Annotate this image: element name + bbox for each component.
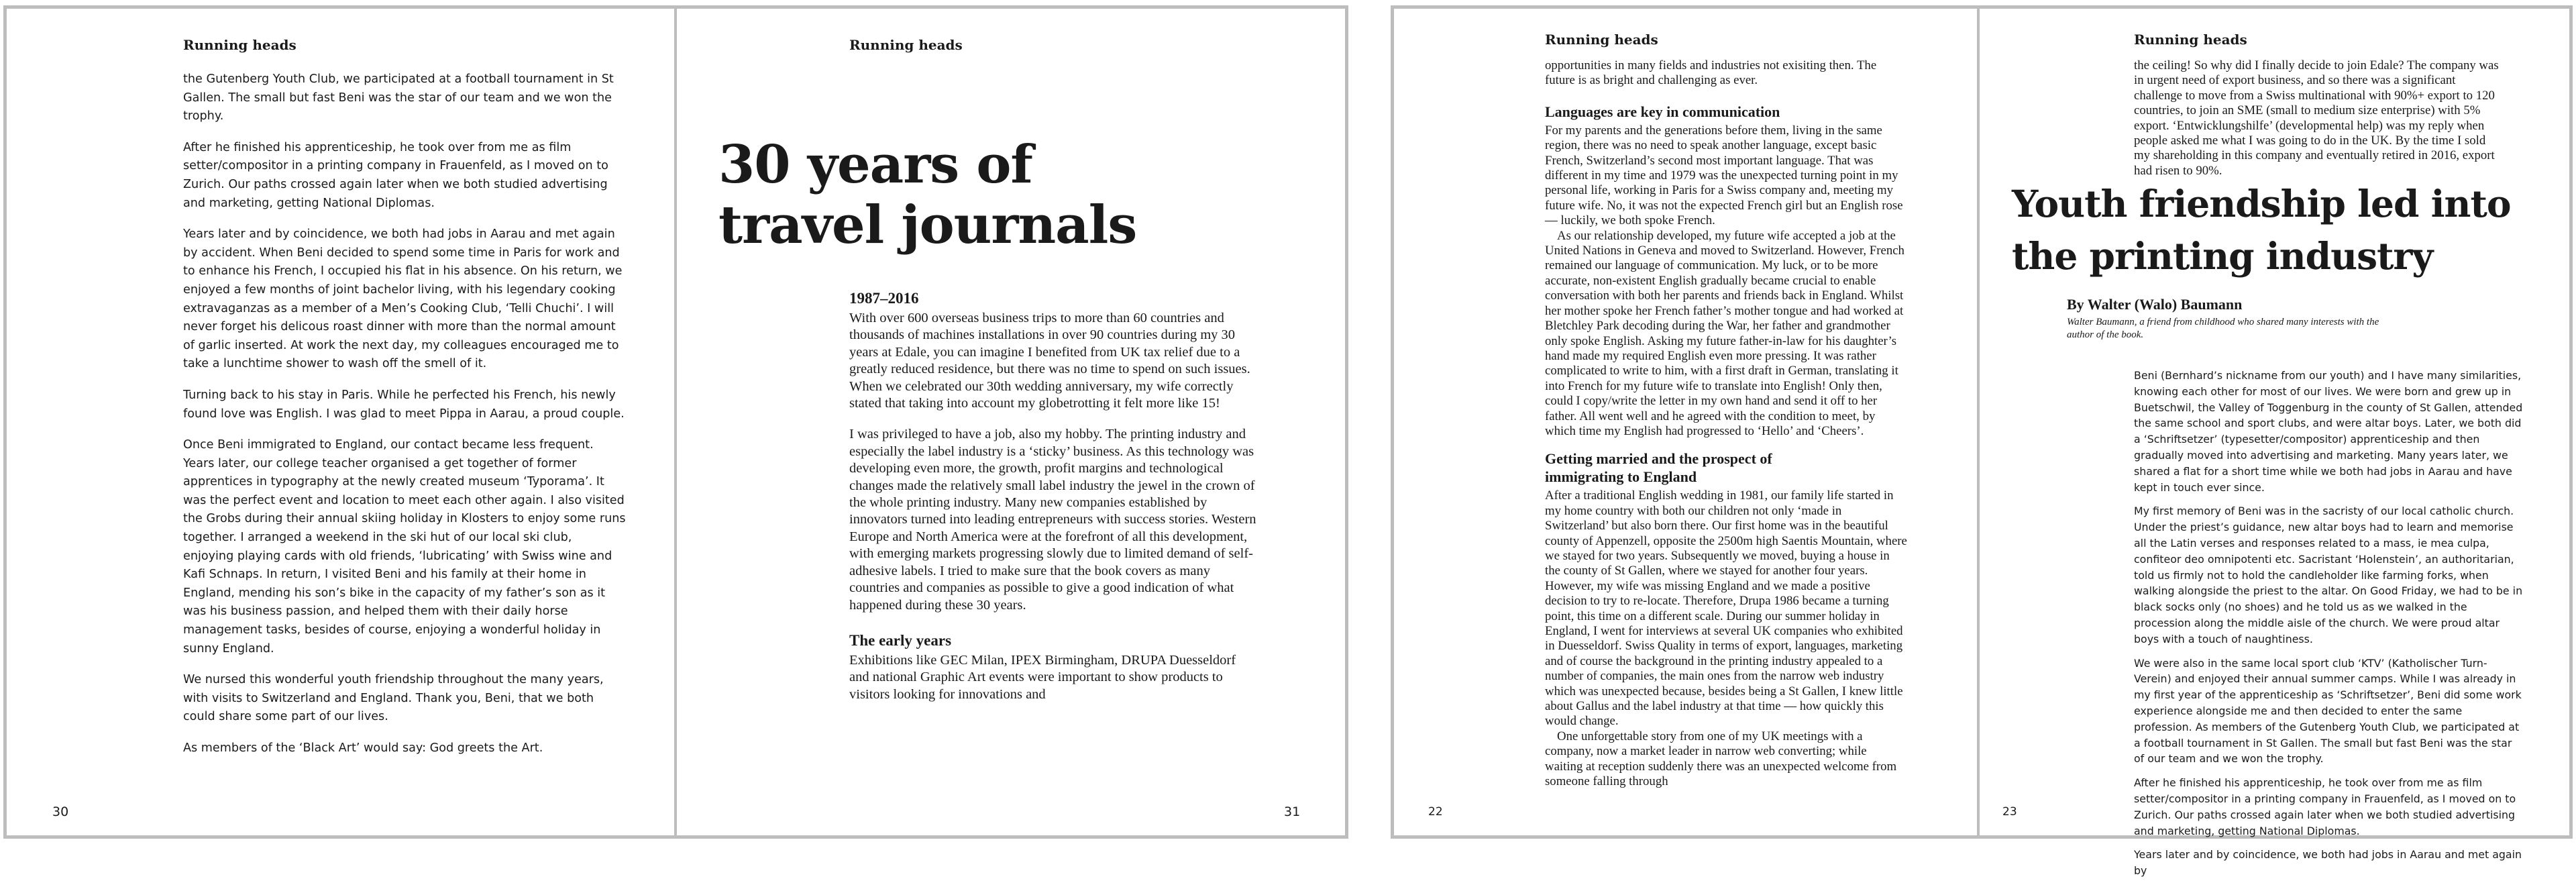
paragraph: the ceiling! So why did I finally decide to join Edale? The company was in urgent need of export business, and so there was a significant challenge to move from a Swiss multinational with 90%+ export to 120 countries, to join an SME (small to medium size enterprise) with 5% export. ‘Entwicklungshilfe’ (developmental help) was my reply when people asked me what I was going to do in the UK. By the time I sold my shareholding in this company and eventually retired in 2016, export had risen to 90%.	[2134, 58, 2499, 178]
page-number: 23	[2002, 805, 2017, 819]
paragraph: After a traditional English wedding in 1981, our family life started in my home country with both our children not only ‘made in Switzerland’ but also born there. Our first home was in the beautiful county of Appenzell, opposite the 2500m high Saentis Mountain, where we stayed for two years. Subsequently we moved, buying a house in the county of St Gallen, where we stayed for another four years. However, my wife was missing England and we made a positive decision to try to re-locate. Therefore, Drupa 1986 became a turning point, this time on a different scale. During our summer holiday in England, I went for interviews at several UK companies who exhibited in Duesseldorf. Swiss Quality in terms of export, languages, marketing and of course the background in the printing industry appealed to a number of companies, the main ones from the narrow web industry which was unexpected because, besides being a St Gallen, I knew little about Gallus and the label industry at that time — how quickly this would change.	[1545, 488, 1907, 729]
paragraph: Once Beni immigrated to England, our contact became less frequent. Years later, our college teacher organised a get together of former apprentices in typography at the newly created museum ‘Typorama’. It was the perfect event and location to meet each other again. I also visited the Grobs during their annual skiing holiday in Klosters to enjoy some runs together. I arranged a weekend in the ski hut of our local ski club, enjoying playing cards with old friends, ‘lubricating’ with Swiss wine and Kafi Schnaps. In return, I visited Beni and his family at their home in England, mending his son’s bike in the capacity of my father’s son as it was his business passion, and helped them with their daily horse management tasks, besides of course, enjoying a wonderful holiday in sunny England.	[183, 438, 626, 656]
page-22-body	[1545, 58, 1907, 789]
byline: By Walter (Walo) Baumann	[2067, 296, 2243, 313]
section-heading	[1545, 450, 1907, 486]
title-line: the printing industry	[2012, 234, 2433, 278]
paragraph: Exhibitions like GEC Milan, IPEX Birmingham, DRUPA Duesseldorf and national Graphic Art events were important to show products to visitors looking for innovations and	[849, 652, 1236, 702]
heading-line: immigrating to England	[1545, 468, 1697, 486]
spread-pages-22-23	[1391, 5, 2573, 878]
title-line: Youth friendship led into	[2012, 182, 2511, 225]
running-head: Running heads	[849, 37, 963, 53]
section-heading: 1987–2016	[849, 290, 919, 307]
page-number: 22	[1428, 805, 1443, 819]
running-head: Running heads	[2134, 32, 2247, 48]
page-30	[7, 9, 674, 835]
byline-note: Walter Baumann, a friend from childhood who shared many interests with the author of the book.	[2067, 317, 2379, 340]
paragraph: opportunities in many fields and industries not exisiting then. The future is as bright and challenging as ever.	[1545, 58, 1877, 88]
paragraph: For my parents and the generations before them, living in the same region, there was no need to speak another language, except basic French, Switzerland’s second most important language. That was different in my time and 1979 was the unexpected turning point in my personal life, working in Paris for a Swiss company and, meeting my future wife. No, it was not the expected French girl but an English rose — luckily, we both spoke French.	[1545, 123, 1903, 228]
chapter-title	[2012, 178, 2511, 282]
title-line: 30 years of	[718, 134, 1032, 195]
title-line: travel journals	[718, 195, 1137, 256]
spread-pages-30-31	[3, 5, 1348, 839]
paragraph: Turning back to his stay in Paris. While he perfected his French, his newly found love was English. I was glad to meet Pippa in Aarau, a proud couple.	[183, 388, 625, 421]
page-23-intro	[2134, 58, 2500, 178]
paragraph: After he finished his apprenticeship, he took over from me as film setter/compositor in a printing company in Frauenfeld, as I moved on to Zurich. Our paths crossed again later when we both studied advertising and marketing, getting National Diplomas.	[183, 140, 608, 210]
chapter-title	[718, 135, 1136, 256]
heading-line: Getting married and the prospect of	[1545, 450, 1772, 468]
paragraph: We were also in the same local sport club ‘KTV’ (Katholischer Turn-Verein) and enjoyed their annual summer camps. While I was already in my first year of the apprenticeship as ‘Schriftsetzer’, Beni did some work experience alongside me and then decided to enter the same profession. As members of the Gutenberg Youth Club, we participated at a football tournament in St Gallen. The small but fast Beni was the star of our team and we won the trophy.	[2134, 656, 2522, 766]
paragraph: With over 600 overseas business trips to more than 60 countries and thousands of machines installations in over 90 countries during my 30 years at Edale, you can imagine I benefited from UK tax relief due to a greatly reduced residence, but there was no time to spend on such issues. When we celebrated our 30th wedding anniversary, my wife correctly stated that taking into account my globetrotting it felt more like 15!	[849, 311, 1250, 411]
byline-block	[2067, 296, 2402, 342]
paragraph: Years later and by coincidence, we both had jobs in Aarau and met again by	[2134, 848, 2522, 878]
page-23-body	[2134, 368, 2523, 887]
paragraph: the Gutenberg Youth Club, we participated at a football tournament in St Gallen. The small but fast Beni was the star of our team and we won the trophy.	[183, 72, 614, 123]
section-heading: Languages are key in communication	[1545, 103, 1780, 120]
paragraph: Beni (Bernhard’s nickname from our youth) and I have many similarities, knowing each other for most of our lives. We were born and grew up in Buetschwil, the Valley of Toggenburg in the county of St Gallen, attended the same school and sport clubs, and were altar boys. Later, we both did a ‘Schriftsetzer’ (typesetter/compositor) apprenticeship and then gradually moved into advertising and marketing. Many years later, we shared a flat for a short time while we both had jobs in Aarau and have kept in touch ever since.	[2134, 369, 2523, 494]
page-30-body	[183, 70, 626, 771]
page-22	[1394, 9, 1977, 835]
paragraph: I was privileged to have a job, also my hobby. The printing industry and especially the label industry is a ‘sticky’ business. As this technology was developing even more, the growth, profit margins and technological changes made the relatively small label industry the jewel in the crown of the whole printing industry. Many new companies established by innovators turned into leading entrepreneurs with success stories. Western Europe and North America were at the forefront of all this development, with emerging markets progressing slowly due to limited demand of self-adhesive labels. I tried to make sure that the book covers as many countries and companies as possible to give a good indication of what happened during these 30 years.	[849, 427, 1256, 613]
paragraph: As our relationship developed, my future wife accepted a job at the United Nations in Geneva and moved to Switzerland. However, French remained our language of communication. My luck, or to be more accurate, non-existent English gradually became crucial to enable conversation with both her parents and friends back in England. Whilst her mother spoke her French father’s mother tongue and had worked at Bletchley Park decoding during the War, her father and grandmother only spoke English. Asking my future father-in-law for his daughter’s hand made my required English even more pressing. It was rather complicated to write to him, with a first draft in German, translating it into French for my future wife to translate into English! Only then, could I copy/write the letter in my own hand and send it off to her father. All went well and he agreed with the condition to meet, by which time my English had progressed to ‘Hello’ and ‘Cheers’.	[1545, 228, 1904, 438]
page-31-body	[849, 289, 1258, 703]
running-head: Running heads	[1545, 32, 1658, 48]
page-number: 31	[1284, 804, 1301, 819]
paragraph: We nursed this wonderful youth friendship throughout the many years, with visits to Switzerland and England. Thank you, Beni, that we both could share some part of our lives.	[183, 673, 604, 724]
paragraph: As members of the ‘Black Art’ would say: God greets the Art.	[183, 741, 543, 755]
page-number: 30	[52, 804, 69, 819]
section-heading: The early years	[849, 631, 952, 649]
paragraph: After he finished his apprenticeship, he took over from me as film setter/compositor in a printing company in Frauenfeld, as I moved on to Zurich. Our paths crossed again later when we both studied advertising and marketing, getting National Diplomas.	[2134, 776, 2516, 837]
page-23	[1980, 9, 2569, 878]
running-head: Running heads	[183, 37, 297, 53]
paragraph: One unforgettable story from one of my UK meetings with a company, now a market leader in narrow web converting; while waiting at reception suddenly there was an unexpected welcome from someone falling through	[1545, 729, 1897, 789]
paragraph: Years later and by coincidence, we both had jobs in Aarau and met again by accident. When Beni decided to spend some time in Paris for work and to enhance his French, I occupied his flat in his absence. On his return, we enjoyed a few months of joint bachelor living, with his legendary cooking extravaganzas as a member of a Men’s Cooking Club, ‘Telli Chuchi’. I will never forget his delicous roast dinner with more than the normal amount of garlic inserted. At work the next day, my colleagues encouraged me to take a lunchtime shower to wash off the smell of it.	[183, 227, 623, 371]
page-31	[677, 9, 1345, 835]
paragraph: My first memory of Beni was in the sacristy of our local catholic church. Under the priest’s guidance, new altar boys had to learn and memorise all the Latin verses and responses related to a mass, ie mea culpa, confiteor deo omnipotenti etc. Sacristant ‘Holenstein’, an authoritarian, told us firmly not to hold the candleholder like farming forks, when walking alongside the priest to the altar. On Good Friday, we had to be in black socks only (no shoes) and he told us as we walked in the procession along the middle aisle of the church. We were proud altar boys with a touch of naughtiness.	[2134, 505, 2523, 645]
